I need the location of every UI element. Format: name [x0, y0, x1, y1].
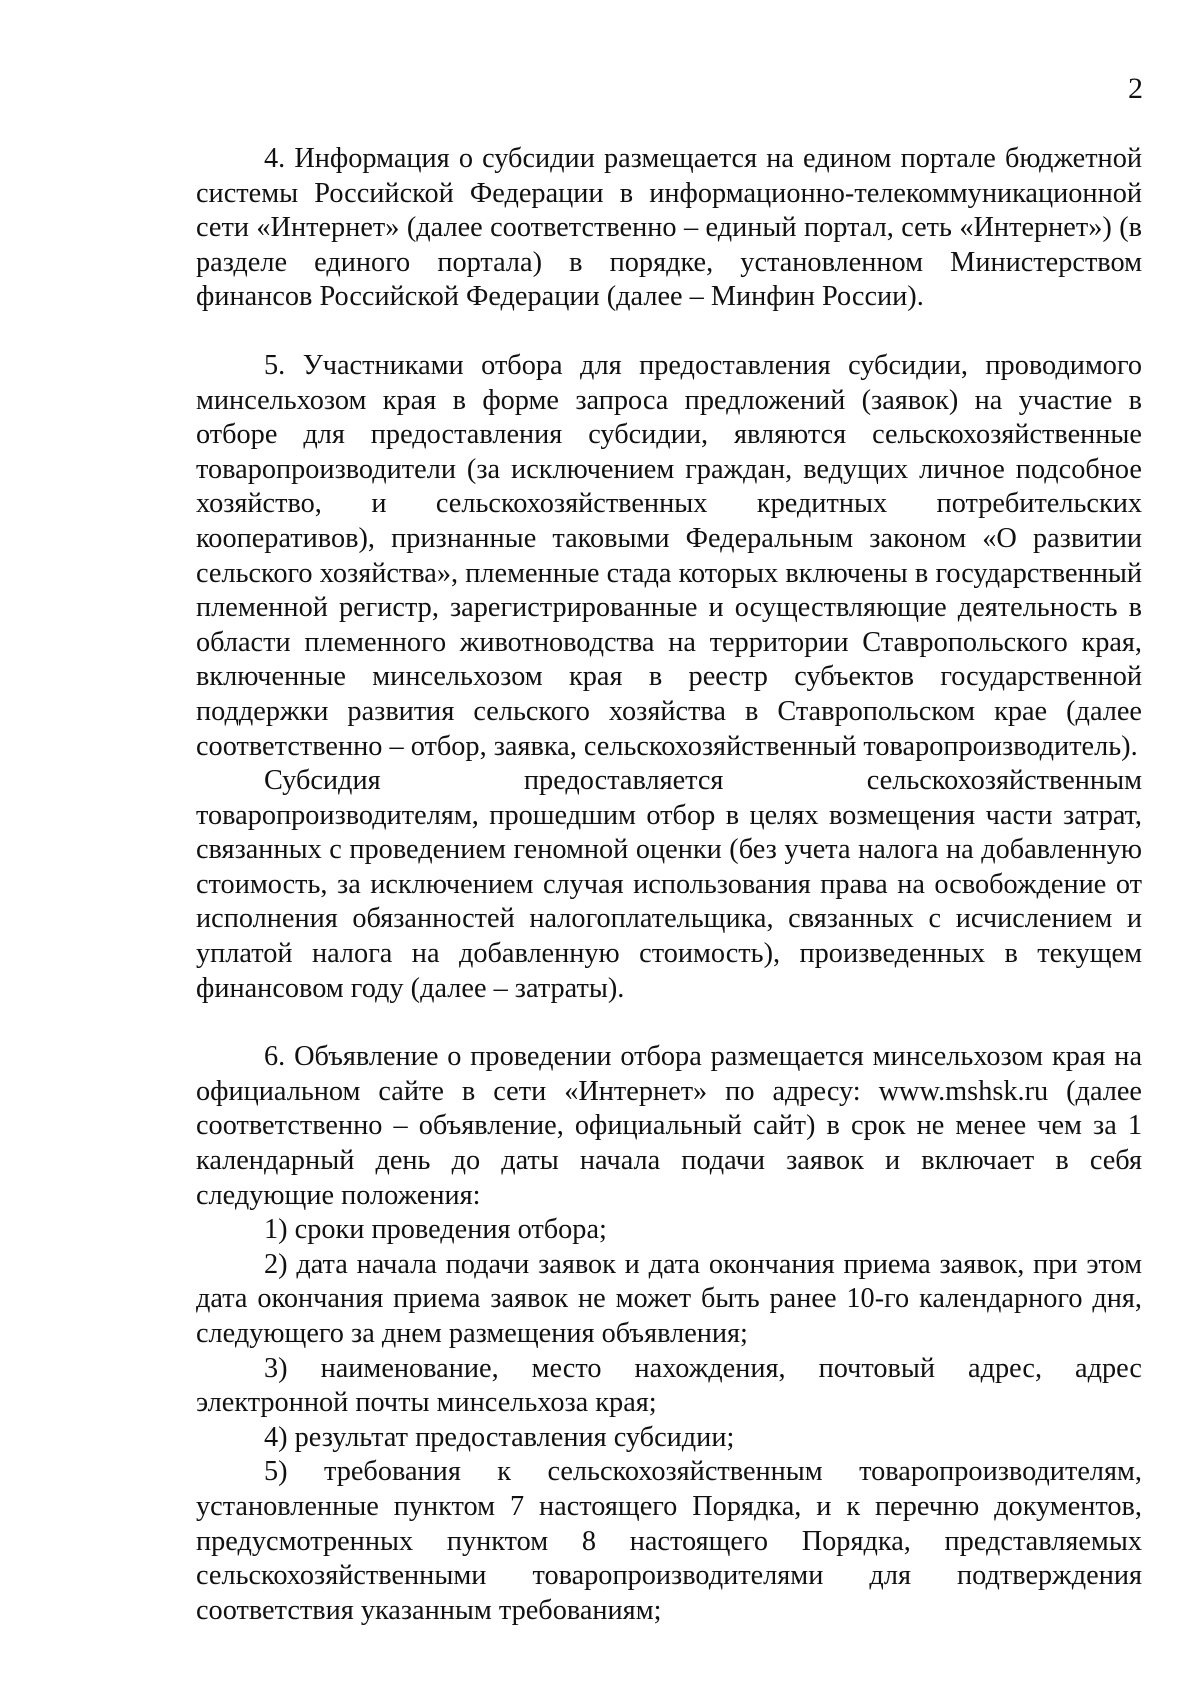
list-item: 1) сроки проведения отбора;	[264, 1214, 607, 1246]
list-item: 5) требования к сельскохозяйственным товаропроизводителям, установленные пунктом 7 настоящего Порядка, и к перечню документов, предусмотренных пунктом 8 настоящего Порядка, представляемых сельскохозяйственными товаропроизводителями для подтверждения соответствия указанным требованиям;	[196, 1456, 1142, 1626]
paragraph-4: 4. Информация о субсидии размещается на едином портале бюджетной системы Российской Федерации в информационно-телекоммуникационной сети «Интернет» (далее соответственно – единый портал, сеть «Интернет») (в разделе единого портала) в порядке, установленном Министерством финансов Российской Федерации (далее – Минфин России).	[196, 143, 1142, 313]
list-item: 4) результат предоставления субсидии;	[264, 1421, 735, 1453]
paragraph-6: 6. Объявление о проведении отбора размещается минсельхозом края на официальном сайте в сети «Интернет» по адресу: www.mshsk.ru (далее соответственно – объявление, официальный сайт) в срок не менее чем за 1 календарный день до даты начала подачи заявок и включает в себя следующие положения:	[196, 1041, 1142, 1211]
document-body	[196, 142, 1142, 1628]
paragraph-5-subsidy: Субсидия предоставляется сельскохозяйственным товаропроизводителям, прошедшим отбор в целях возмещения части затрат, связанных с проведением геномной оценки (без учета налога на добавленную стоимость, за исключением случая использования права на освобождение от исполнения обязанностей налогоплательщика, связанных с исчислением и уплатой налога на добавленную стоимость), произведенных в текущем финансовом году (далее – затраты).	[196, 765, 1142, 1004]
list-item: 2) дата начала подачи заявок и дата окончания приема заявок, при этом дата окончания приема заявок не может быть ранее 10-го календарного дня, следующего за днем размещения объявления;	[196, 1248, 1142, 1349]
paragraph-gap	[196, 1006, 1142, 1040]
paragraph-5: 5. Участниками отбора для предоставления субсидии, проводимого минсельхозом края в форме запроса предложений (заявок) на участие в отборе для предоставления субсидии, являются сельскохозяйственные товаропроизводители (за исключением граждан, ведущих личное подсобное хозяйство, и сельскохозяйственных кредитных потребительских кооперативов), признанные таковыми Федеральным законом «О развитии сельского хозяйства», племенные стада которых включены в государственный племенной регистр, зарегистрированные и осуществляющие деятельность в области племенного животноводства на территории Ставропольского края, включенные минсельхозом края в реестр субъектов государственной поддержки развития сельского хозяйства в Ставропольском крае (далее соответственно – отбор, заявка, сельскохозяйственный товаропроизводитель).	[196, 349, 1142, 762]
paragraph-gap	[196, 315, 1142, 349]
list-item: 3) наименование, место нахождения, почтовый адрес, адрес электронной почты минсельхоза края;	[196, 1352, 1142, 1419]
page-number: 2	[1128, 72, 1143, 105]
